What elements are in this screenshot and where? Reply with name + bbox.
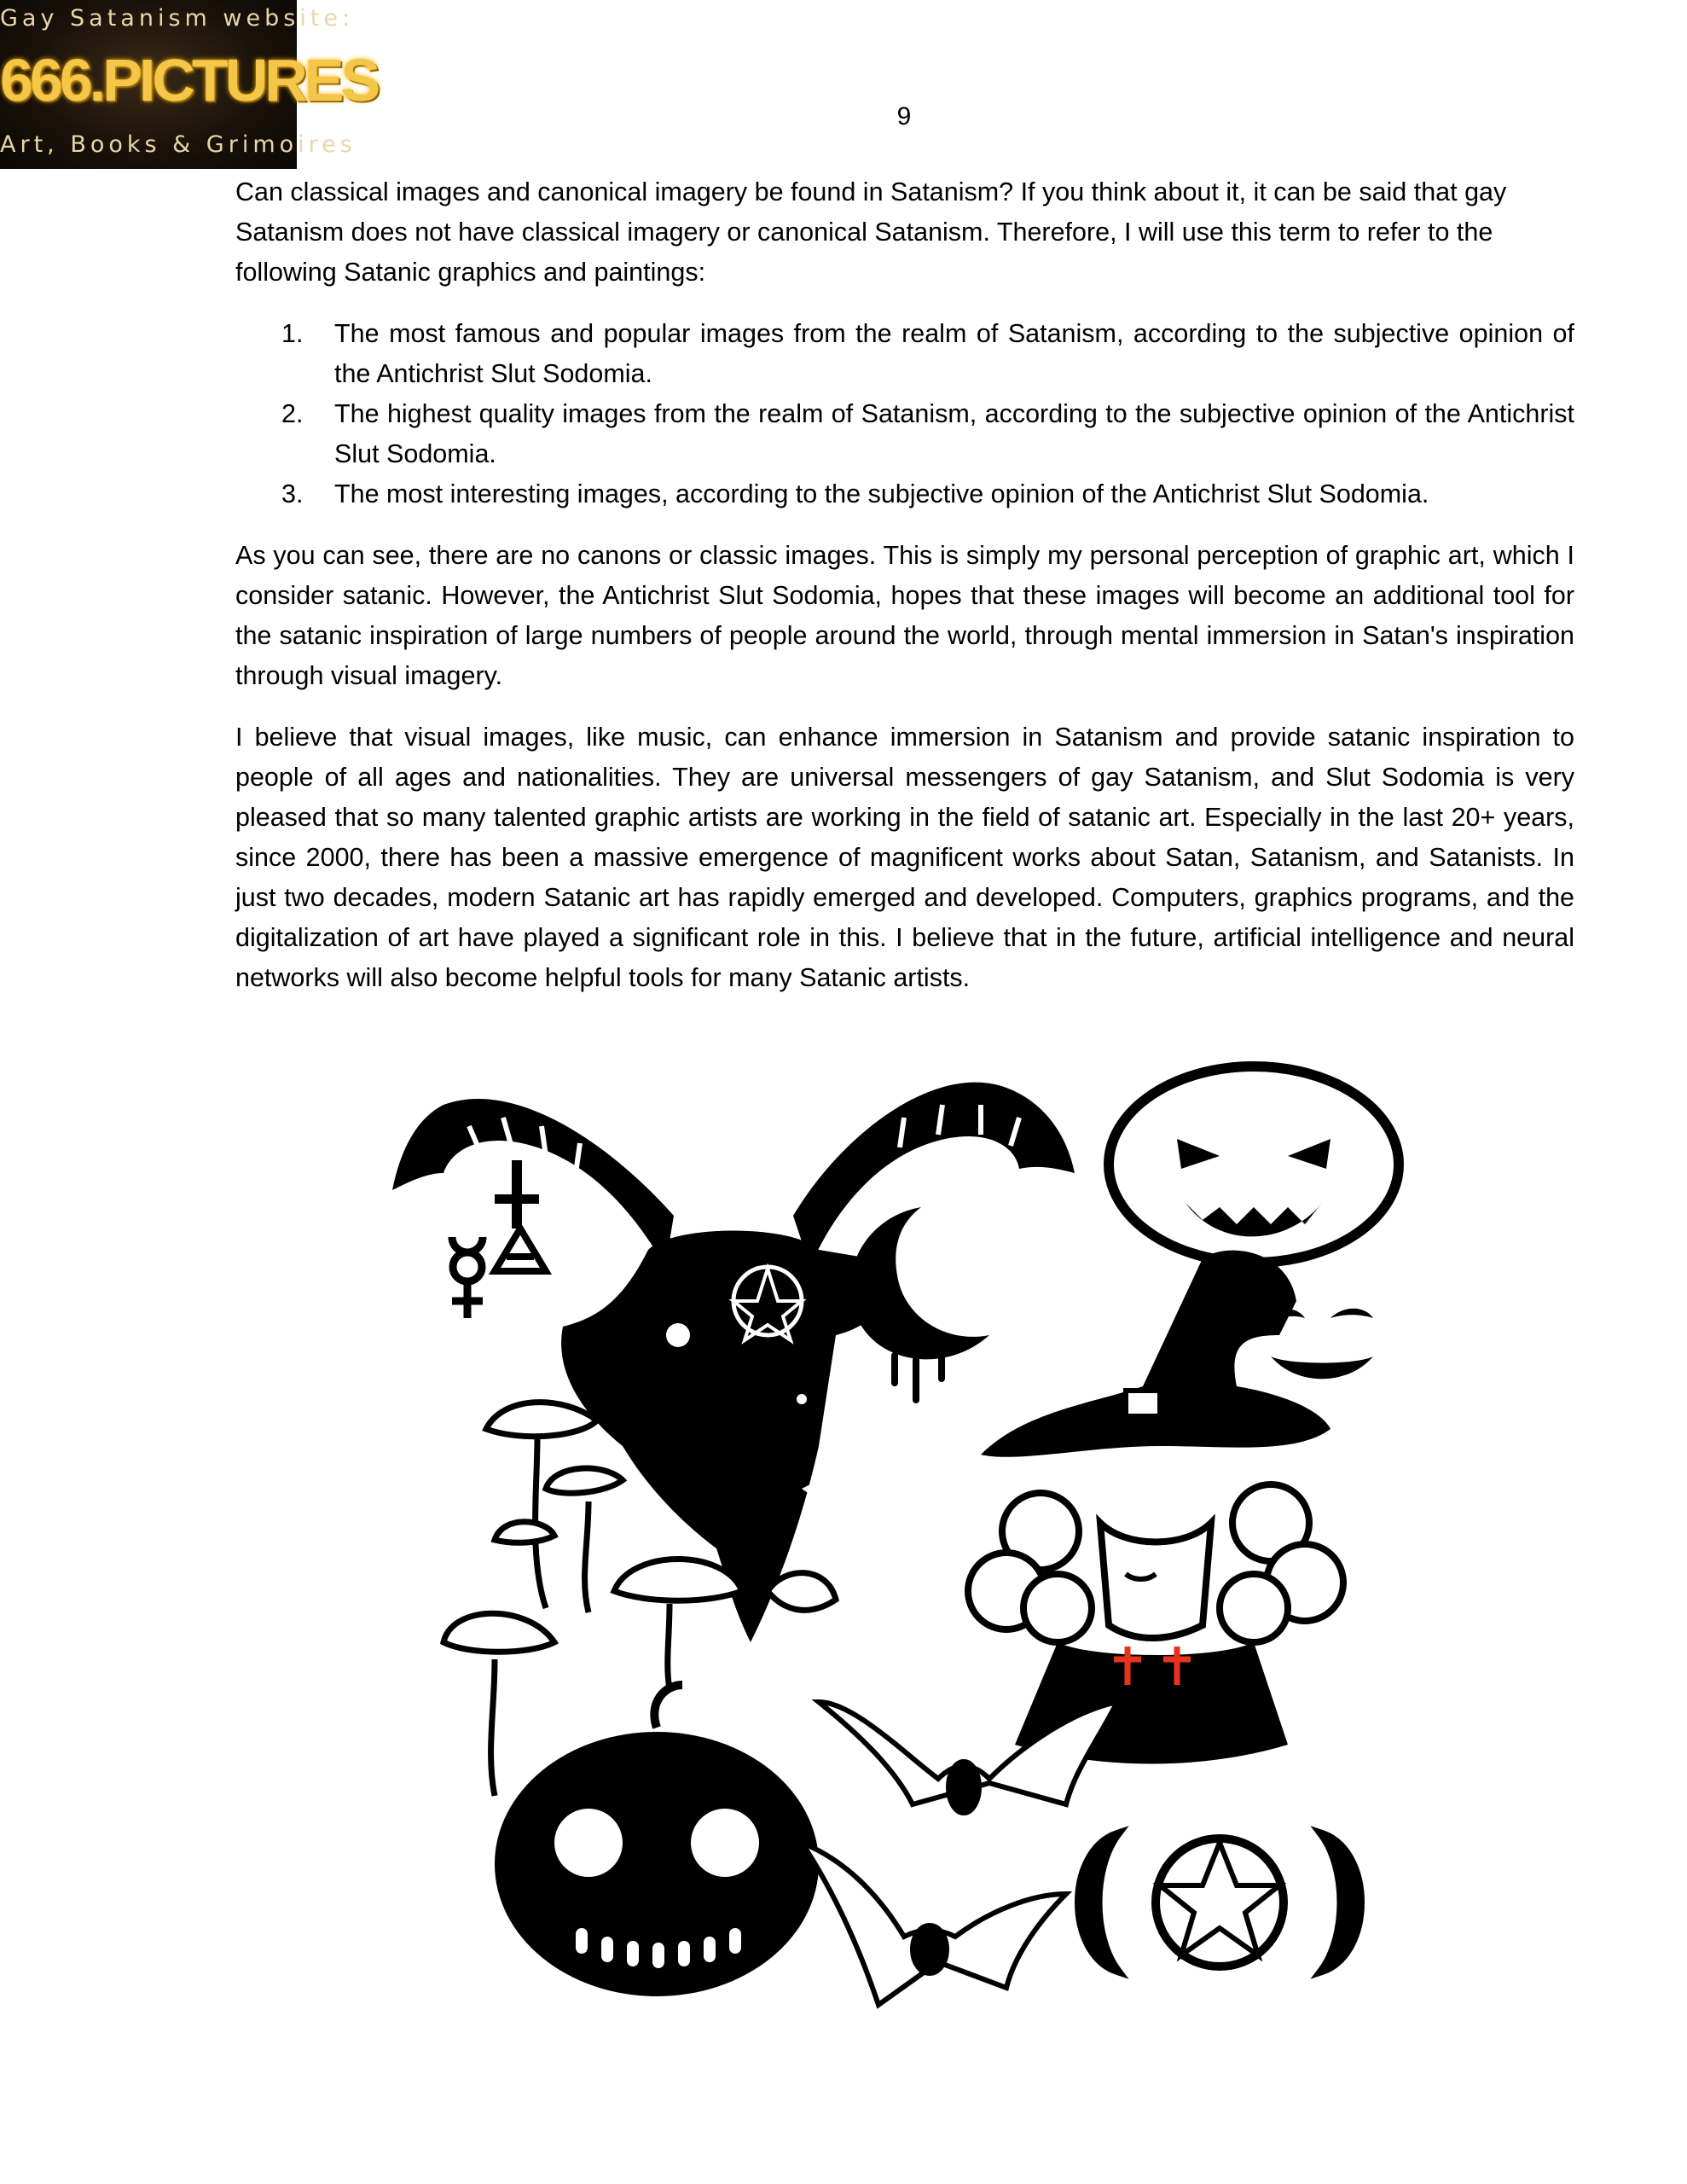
list-item [235,314,1574,394]
list-item-text: The most interesting images, according to the subjective opinion of the Antichrist Slut Sodomia. [334,479,1429,508]
list-item [235,394,1574,474]
list-item-text: The highest quality images from the realm of Satanism, according to the subjective opinion of the Antichrist Slut Sodomia. [334,399,1574,468]
witch-icon [968,1251,1343,1764]
list-item-number: 2. [281,399,304,428]
crescent-moon-icon [850,1207,989,1403]
inverted-cross-icon [495,1160,539,1228]
skull-pumpkin-icon [495,1685,819,1996]
page-number: 9 [896,102,912,131]
bats-icon [802,1702,1117,2005]
list-item-text: The most famous and popular images from the realm of Satanism, according to the subjective opinion of the Antichrist Slut Sodomia. [334,319,1574,388]
criteria-list [235,314,1574,514]
triple-moon-pentagram-icon [1079,1834,1360,1971]
satanic-illustration [392,1045,1441,2018]
mercury-symbol-icon [452,1237,483,1318]
paragraph-3: I believe that visual images, like music, can enhance immersion in Satanism and provide satanic inspiration to people of all ages and nationalities. They are universal messengers of gay Satanism, and Slut Sodomia is very pleased that so many talented graphic artists are working in the field of satanic art. Especially in the last 20+ years, since 2000, there has been a massive emergence of magnificent works about Satan, Satanism, and Satanists. In just two decades, modern Satanic art has rapidly emerged and developed. Computers, graphics programs, and the digitalization of art have played a significant role in this. I believe that in the future, artificial intelligence and neural networks will also become helpful tools for many Satanic artists. [235,723,1574,992]
intro-paragraph: Can classical images and canonical imagery be found in Satanism? If you think about it, it can be said that gay Satanism does not have classical imagery or canonical Satanism. Therefore, I will use this term to refer to the following Satanic graphics and paintings: [235,177,1507,287]
paragraph-2: As you can see, there are no canons or classic images. This is simply my personal perception of graphic art, which I consider satanic. However, the Antichrist Slut Sodomia, hopes that these images will become an additional tool for the satanic inspiration of large numbers of people around the world, through mental immersion in Satan's inspiration through visual imagery. [235,541,1574,690]
logo-tagline-bottom: Art, Books & Grimoires [0,131,357,158]
list-item-number: 1. [281,319,304,348]
jack-o-lantern-icon [1109,1066,1399,1263]
sulfur-symbol-icon [495,1228,546,1271]
logo-tagline-top: Gay Satanism website: [0,5,355,32]
list-item [235,474,1574,514]
site-logo[interactable] [0,0,378,169]
document-body [235,172,1574,1019]
goat-head-icon [392,1083,1075,1642]
logo-brand: 666.PICTURES [0,47,378,113]
list-item-number: 3. [281,479,304,508]
